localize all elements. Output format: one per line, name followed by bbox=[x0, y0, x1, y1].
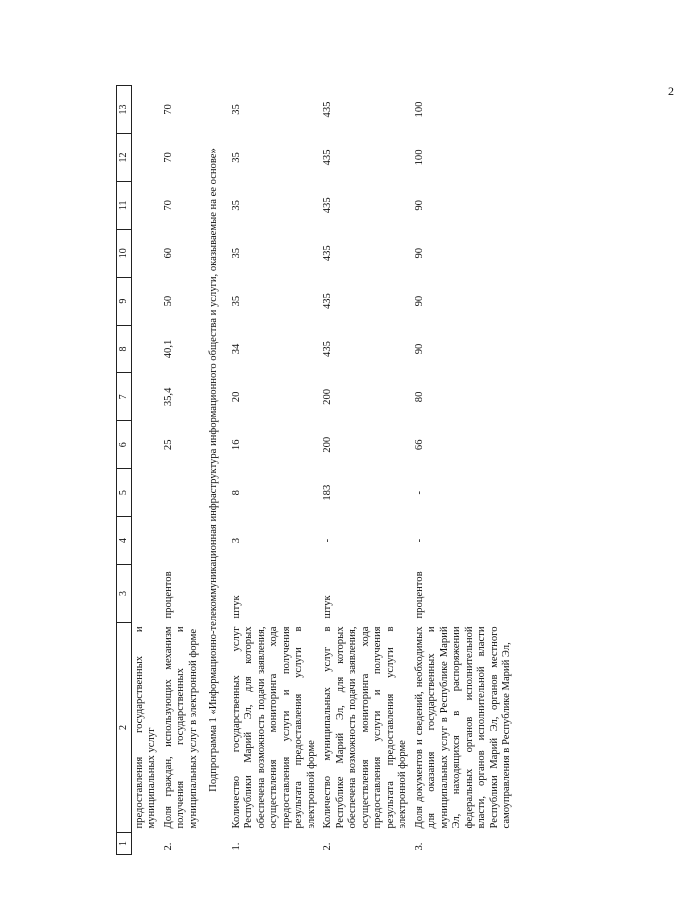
value-cell: 200 bbox=[322, 436, 334, 453]
table-row bbox=[320, 86, 412, 855]
value-cell: 100 bbox=[413, 101, 425, 118]
indicator-name: Доля граждан, использующих механизм получения государственных и муниципальных услуг в электронной форме bbox=[162, 626, 199, 829]
value-cell: 8 bbox=[230, 490, 242, 496]
header-cell-1: 1 bbox=[117, 833, 132, 855]
value-cell bbox=[131, 517, 161, 565]
value-cell: 35 bbox=[230, 152, 242, 163]
subprogram-title: Подпрограмма 1 «Информационно-телекоммуникационная инфраструктура информационного общества и услуги, оказываемые на ее основе» bbox=[208, 148, 220, 792]
value-cell: 435 bbox=[322, 197, 334, 214]
header-cell-4: 4 bbox=[117, 517, 132, 565]
row-number: 3. bbox=[413, 842, 425, 851]
table-row bbox=[131, 86, 161, 855]
value-cell: 100 bbox=[413, 149, 425, 166]
value-cell: - bbox=[322, 538, 334, 543]
unit bbox=[131, 565, 161, 623]
value-cell: 3 bbox=[230, 537, 242, 544]
value-cell: 80 bbox=[413, 391, 425, 403]
value-cell: 90 bbox=[413, 295, 425, 307]
header-cell-13: 13 bbox=[117, 86, 132, 134]
value-cell bbox=[131, 373, 161, 421]
header-cell-9: 9 bbox=[117, 277, 132, 325]
indicator-name: Количество государственных услуг Республики Марий Эл, для которых обеспечена возможность подачи заявления, осуществления мониторинга хода предоставления услуги и получения результата предоставления услуги в электронной форме bbox=[230, 626, 317, 829]
value-cell bbox=[131, 325, 161, 373]
value-cell: 70 bbox=[162, 152, 174, 163]
value-cell: 34 bbox=[230, 343, 242, 355]
value-cell: 435 bbox=[322, 101, 334, 118]
value-cell: 90 bbox=[413, 343, 425, 355]
value-cell: - bbox=[413, 538, 425, 543]
header-cell-3: 3 bbox=[117, 565, 132, 623]
indicator-name: Количество муниципальных услуг в Республике Марий Эл, для которых обеспечена возможность подачи заявления, осуществления мониторинга хода предоставления услуги и получения результата предоставления услуги в электронной форме bbox=[322, 626, 409, 829]
table-body bbox=[131, 86, 516, 855]
value-cell: - bbox=[413, 490, 425, 495]
value-cell: 60 bbox=[162, 247, 174, 259]
value-cell: 35 bbox=[230, 295, 242, 307]
table-row bbox=[412, 86, 516, 855]
value-cell bbox=[131, 277, 161, 325]
value-cell: 70 bbox=[162, 200, 174, 211]
value-cell bbox=[161, 469, 203, 517]
indicators-table bbox=[116, 85, 516, 855]
header-cell-7: 7 bbox=[117, 373, 132, 421]
value-cell: 90 bbox=[413, 200, 425, 211]
value-cell: 435 bbox=[322, 149, 334, 166]
header-cell-12: 12 bbox=[117, 133, 132, 181]
value-cell: 66 bbox=[413, 439, 425, 451]
value-cell: 20 bbox=[230, 391, 242, 403]
value-cell: 25 bbox=[162, 439, 174, 451]
table-row bbox=[161, 86, 203, 855]
value-cell: 40,1 bbox=[162, 339, 174, 359]
value-cell: 435 bbox=[322, 293, 334, 310]
value-cell bbox=[131, 133, 161, 181]
value-cell: 16 bbox=[230, 439, 242, 451]
header-cell-5: 5 bbox=[117, 469, 132, 517]
value-cell: 35 bbox=[230, 247, 242, 259]
unit: штук bbox=[322, 595, 334, 619]
value-cell: 183 bbox=[322, 484, 334, 501]
value-cell bbox=[131, 181, 161, 229]
value-cell: 35,4 bbox=[162, 387, 174, 407]
header-row bbox=[117, 86, 132, 855]
value-cell: 435 bbox=[322, 341, 334, 357]
header-cell-6: 6 bbox=[117, 421, 132, 469]
value-cell: 435 bbox=[322, 245, 334, 262]
indicator-name: предоставления государственных и муниципальных услуг bbox=[133, 626, 158, 829]
row-number: 2. bbox=[322, 842, 334, 851]
value-cell bbox=[161, 517, 203, 565]
unit: процентов bbox=[413, 571, 425, 619]
unit: штук bbox=[230, 595, 242, 619]
subprogram-row bbox=[202, 86, 229, 855]
value-cell bbox=[131, 86, 161, 134]
header-cell-11: 11 bbox=[117, 181, 132, 229]
rotated-table-page bbox=[116, 85, 513, 855]
row-number: 2. bbox=[162, 842, 174, 851]
row-number: 1. bbox=[230, 842, 242, 851]
header-cell-8: 8 bbox=[117, 325, 132, 373]
value-cell: 90 bbox=[413, 247, 425, 259]
page-number: 2 bbox=[668, 84, 674, 98]
unit: процентов bbox=[162, 571, 174, 619]
header-cell-2: 2 bbox=[117, 623, 132, 833]
table-row bbox=[229, 86, 321, 855]
value-cell: 35 bbox=[230, 104, 242, 115]
value-cell: 200 bbox=[322, 388, 334, 405]
value-cell bbox=[131, 469, 161, 517]
value-cell: 70 bbox=[162, 104, 174, 115]
value-cell bbox=[131, 229, 161, 277]
row-number bbox=[131, 833, 161, 855]
value-cell bbox=[131, 421, 161, 469]
value-cell: 50 bbox=[162, 295, 174, 307]
value-cell: 35 bbox=[230, 200, 242, 211]
header-cell-10: 10 bbox=[117, 229, 132, 277]
indicator-name: Доля документов и сведений, необходимых для оказания государственных и муниципальных услуг в Республике Марий Эл, находящихся в распоряжении федеральных органов исполнительной власти, органов исполнительной власти Республики Марий Эл, органов местного самоуправления в Республике Марий Эл, bbox=[413, 626, 513, 829]
